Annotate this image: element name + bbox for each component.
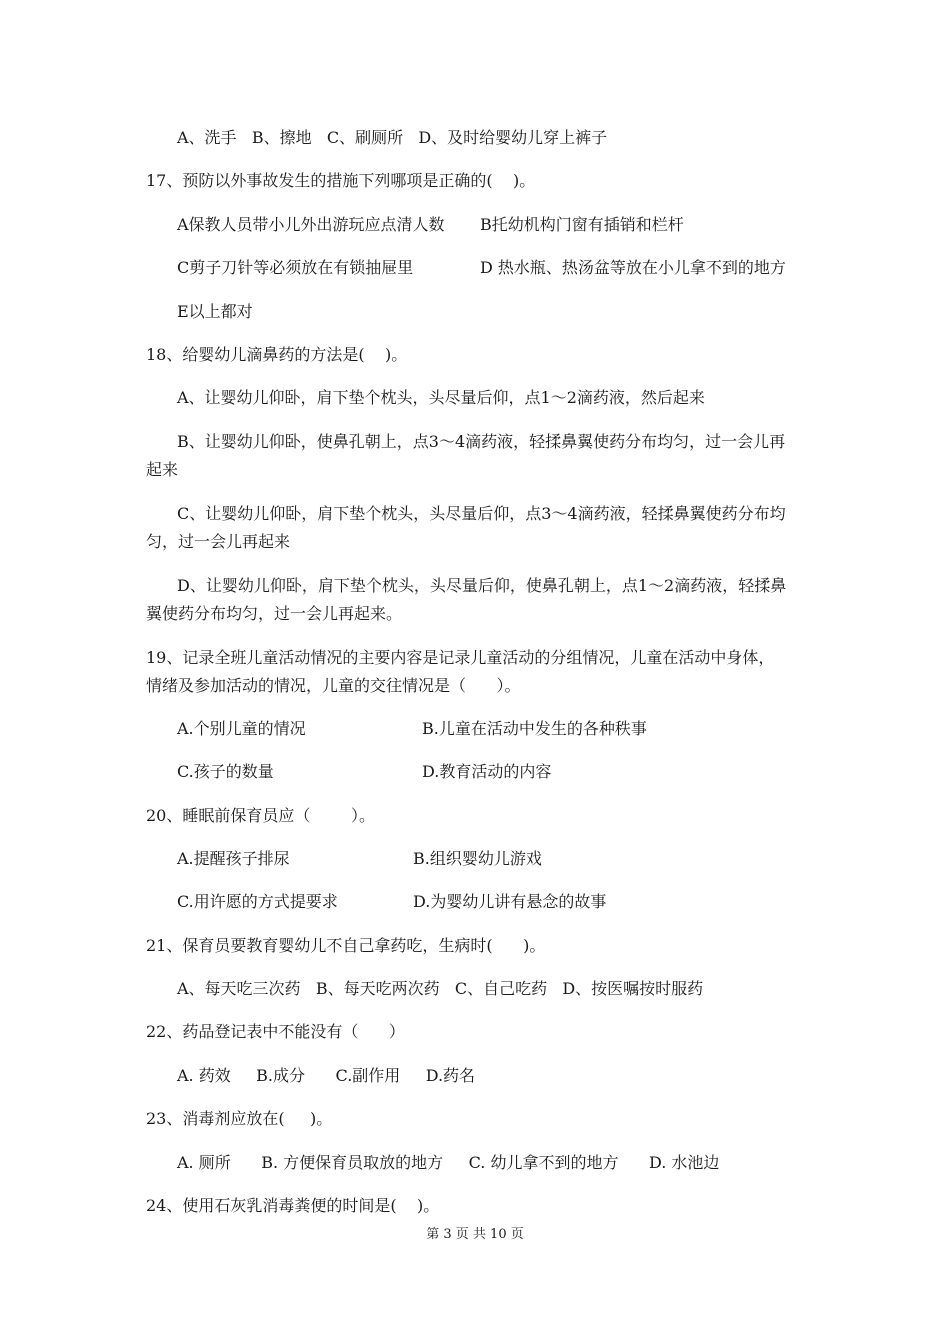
q22-options: A. 药效 B.成分 C.副作用 D.药名 <box>177 1066 476 1085</box>
question-23: 23、消毒剂应放在( )。 <box>146 1109 333 1128</box>
q20-option-a: A.提醒孩子排尿 <box>177 849 290 868</box>
q20-option-d: D.为婴幼儿讲有悬念的故事 <box>413 892 607 911</box>
q17-option-c: C剪子刀针等必须放在有锁抽屉里 <box>177 258 414 277</box>
q19-option-d: D.教育活动的内容 <box>422 762 552 781</box>
question-22: 22、药品登记表中不能没有（ ） <box>146 1022 405 1041</box>
q18-option-d-line2: 翼使药分布均匀，过一会儿再起来。 <box>146 604 403 623</box>
q20-option-c: C.用许愿的方式提要求 <box>177 892 338 911</box>
page-footer: 第 3 页 共 10 页 <box>426 1227 524 1242</box>
q18-option-d-line1: D、让婴幼儿仰卧，肩下垫个枕头，头尽量后仰，使鼻孔朝上，点1～2滴药液，轻揉鼻 <box>177 576 787 595</box>
q18-option-a: A、让婴幼儿仰卧，肩下垫个枕头，头尽量后仰，点1～2滴药液，然后起来 <box>177 388 705 407</box>
q19-option-a: A.个别儿童的情况 <box>177 719 306 738</box>
question-20: 20、睡眠前保育员应（ ）。 <box>146 806 376 825</box>
q19-option-b: B.儿童在活动中发生的各种秩事 <box>422 719 647 738</box>
q19-option-c: C.孩子的数量 <box>177 762 274 781</box>
question-24: 24、使用石灰乳消毒粪便的时间是( )。 <box>146 1196 440 1215</box>
question-19-line2: 情绪及参加活动的情况，儿童的交往情况是（ ）。 <box>146 676 521 695</box>
question-19-line1: 19、记录全班儿童活动情况的主要内容是记录儿童活动的分组情况，儿童在活动中身体， <box>146 648 775 667</box>
q18-option-c-line1: C、让婴幼儿仰卧，肩下垫个枕头，头尽量后仰，点3～4滴药液，轻揉鼻翼使药分布均 <box>177 504 786 523</box>
q17-option-d: D 热水瓶、热汤盆等放在小儿拿不到的地方 <box>480 258 786 277</box>
q16-options: A、洗手 B、擦地 C、刷厕所 D、及时给婴幼儿穿上裤子 <box>177 128 608 147</box>
question-21: 21、保育员要教育婴幼儿不自己拿药吃，生病时( )。 <box>146 936 546 955</box>
q18-option-c-line2: 匀，过一会儿再起来 <box>146 532 291 551</box>
question-17: 17、预防以外事故发生的措施下列哪项是正确的( )。 <box>146 171 536 190</box>
q20-option-b: B.组织婴幼儿游戏 <box>413 849 542 868</box>
q17-option-b: B托幼机构门窗有插销和栏杆 <box>480 215 684 234</box>
q17-option-a: A保教人员带小儿外出游玩应点清人数 <box>177 215 445 234</box>
question-18: 18、给婴幼儿滴鼻药的方法是( )。 <box>146 345 408 364</box>
q17-option-e: E以上都对 <box>177 302 253 321</box>
q21-options: A、每天吃三次药 B、每天吃两次药 C、自己吃药 D、按医嘱按时服药 <box>177 979 704 998</box>
q18-option-b-line2: 起来 <box>146 460 179 479</box>
q23-options: A. 厕所 B. 方便保育员取放的地方 C. 幼儿拿不到的地方 D. 水池边 <box>177 1153 720 1172</box>
q18-option-b-line1: B、让婴幼儿仰卧，使鼻孔朝上，点3～4滴药液，轻揉鼻翼使药分布均匀，过一会儿再 <box>177 432 786 451</box>
